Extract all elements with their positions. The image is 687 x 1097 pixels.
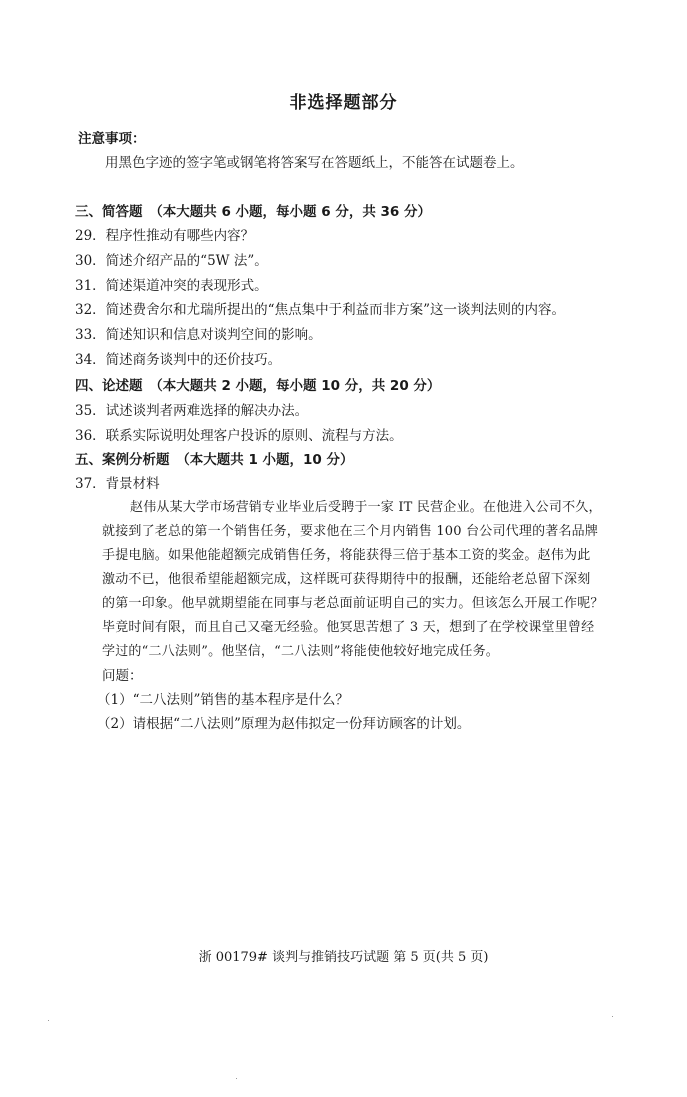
scan-speck	[612, 1016, 613, 1017]
notice-text: 用黑色字迹的签字笔或钢笔将答案写在答题纸上，不能答在试题卷上。	[105, 155, 524, 171]
question-31: 31．简述渠道冲突的表现形式。	[75, 278, 268, 294]
sub-question-2: （2）请根据“二八法则”原理为赵伟拟定一份拜访顾客的计划。	[97, 716, 471, 732]
section3-heading: 三、简答题 （本大题共 6 小题，每小题 6 分，共 36 分）	[75, 204, 432, 220]
question-prompt: 问题：	[102, 668, 143, 684]
question-32: 32．简述费舍尔和尤瑞所提出的“焦点集中于利益而非方案”这一谈判法则的内容。	[75, 302, 565, 318]
question-34: 34．简述商务谈判中的还价技巧。	[75, 352, 282, 368]
page-title: 非选择题部分	[289, 93, 398, 113]
section5-heading: 五、案例分析题 （本大题共 1 小题，10 分）	[75, 452, 354, 468]
question-33: 33．简述知识和信息对谈判空间的影响。	[75, 327, 322, 343]
page-footer: 浙 00179# 谈判与推销技巧试题 第 5 页(共 5 页)	[198, 950, 489, 965]
question-29: 29．程序性推动有哪些内容？	[75, 228, 255, 244]
question-35: 35．试述谈判者两难选择的解决办法。	[75, 403, 309, 419]
scan-speck	[236, 1078, 237, 1079]
case-line: 毕竟时间有限，而且自己又毫无经验。他冥思苦想了 3 天，想到了在学校课堂里曾经	[102, 620, 595, 635]
case-line: 赵伟从某大学市场营销专业毕业后受聘于一家 IT 民营企业。在他进入公司不久，	[130, 500, 602, 515]
notice-heading: 注意事项：	[78, 131, 146, 147]
case-line: 手提电脑。如果他能超额完成销售任务，将能获得三倍于基本工资的奖金。赵伟为此	[102, 548, 591, 563]
case-line: 的第一印象。他早就期望能在同事与老总面前证明自己的实力。但该怎么开展工作呢？	[102, 596, 604, 611]
case-line: 学过的“二八法则”。他坚信，“二八法则”将能使他较好地完成任务。	[102, 644, 499, 659]
question-37: 37．背景材料	[75, 476, 160, 492]
case-line: 就接到了老总的第一个销售任务，要求他在三个月内销售 100 台公司代理的著名品牌	[102, 524, 599, 539]
section4-heading: 四、论述题 （本大题共 2 小题，每小题 10 分，共 20 分）	[75, 378, 441, 394]
question-30: 30．简述介绍产品的“5W 法”。	[75, 253, 268, 269]
case-line: 激动不已，他很希望能超额完成，这样既可获得期待中的报酬，还能给老总留下深刻	[102, 572, 591, 587]
question-36: 36．联系实际说明处理客户投诉的原则、流程与方法。	[75, 428, 403, 444]
scan-speck	[48, 1020, 49, 1021]
sub-question-1: （1）“二八法则”销售的基本程序是什么？	[97, 692, 349, 708]
